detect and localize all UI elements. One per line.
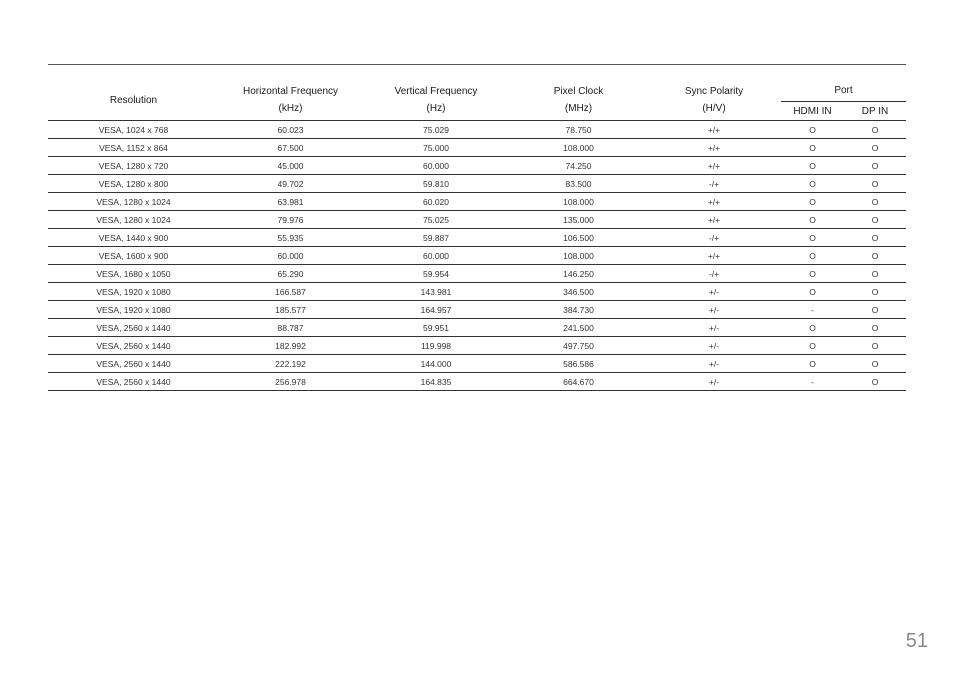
table-row [48,175,906,193]
cell-resolution: VESA, 1280 x 1024 [48,211,219,229]
header-pixel-clock-unit: (MHz) [564,103,593,114]
cell-horizontal-frequency: 45.000 [219,157,362,175]
header-resolution: Resolution [48,80,219,121]
cell-dp-in: O [844,157,906,175]
cell-vertical-frequency: 75.029 [362,121,510,139]
cell-sync-polarity: +/+ [647,247,781,265]
cell-sync-polarity: -/+ [647,229,781,247]
cell-sync-polarity: +/- [647,373,781,391]
cell-dp-in: O [844,301,906,319]
cell-hdmi-in: O [781,247,844,265]
header-vertical-frequency-label: Vertical Frequency [394,86,478,97]
cell-horizontal-frequency: 166.587 [219,283,362,301]
table-body [48,121,906,391]
header-horizontal-frequency [219,80,362,121]
table-row [48,373,906,391]
header-dp-in: DP IN [844,102,906,121]
table-row [48,265,906,283]
table-row [48,301,906,319]
header-horizontal-frequency-unit: (kHz) [278,103,303,114]
cell-sync-polarity: +/- [647,301,781,319]
cell-pixel-clock: 108.000 [510,193,647,211]
header-sync-polarity [647,80,781,121]
cell-sync-polarity: -/+ [647,175,781,193]
cell-pixel-clock: 146.250 [510,265,647,283]
header-sync-polarity-unit: (H/V) [702,103,726,114]
cell-hdmi-in: O [781,139,844,157]
cell-dp-in: O [844,373,906,391]
cell-horizontal-frequency: 63.981 [219,193,362,211]
header-pixel-clock-label: Pixel Clock [553,86,604,97]
cell-sync-polarity: +/+ [647,211,781,229]
cell-vertical-frequency: 144.000 [362,355,510,373]
cell-pixel-clock: 346.500 [510,283,647,301]
timing-table [48,80,906,391]
cell-resolution: VESA, 1024 x 768 [48,121,219,139]
cell-hdmi-in: - [781,373,844,391]
cell-sync-polarity: +/- [647,283,781,301]
cell-resolution: VESA, 2560 x 1440 [48,373,219,391]
cell-resolution: VESA, 1440 x 900 [48,229,219,247]
table-row [48,229,906,247]
header-pixel-clock [510,80,647,121]
cell-sync-polarity: +/- [647,319,781,337]
cell-dp-in: O [844,139,906,157]
cell-hdmi-in: O [781,265,844,283]
cell-sync-polarity: +/+ [647,157,781,175]
cell-pixel-clock: 108.000 [510,247,647,265]
cell-hdmi-in: O [781,355,844,373]
cell-dp-in: O [844,211,906,229]
cell-hdmi-in: O [781,157,844,175]
cell-vertical-frequency: 59.951 [362,319,510,337]
cell-dp-in: O [844,193,906,211]
cell-vertical-frequency: 75.025 [362,211,510,229]
table-row [48,157,906,175]
cell-resolution: VESA, 1280 x 1024 [48,193,219,211]
cell-hdmi-in: - [781,301,844,319]
cell-dp-in: O [844,247,906,265]
table-row [48,211,906,229]
cell-pixel-clock: 83.500 [510,175,647,193]
table-row [48,355,906,373]
cell-vertical-frequency: 164.835 [362,373,510,391]
cell-dp-in: O [844,265,906,283]
cell-dp-in: O [844,283,906,301]
cell-dp-in: O [844,355,906,373]
cell-pixel-clock: 108.000 [510,139,647,157]
cell-pixel-clock: 497.750 [510,337,647,355]
cell-horizontal-frequency: 256.978 [219,373,362,391]
cell-horizontal-frequency: 55.935 [219,229,362,247]
cell-horizontal-frequency: 67.500 [219,139,362,157]
cell-horizontal-frequency: 79.976 [219,211,362,229]
cell-pixel-clock: 106.500 [510,229,647,247]
cell-horizontal-frequency: 65.290 [219,265,362,283]
cell-resolution: VESA, 2560 x 1440 [48,355,219,373]
cell-hdmi-in: O [781,211,844,229]
cell-pixel-clock: 78.750 [510,121,647,139]
cell-horizontal-frequency: 60.023 [219,121,362,139]
table-row [48,283,906,301]
cell-pixel-clock: 74.250 [510,157,647,175]
cell-pixel-clock: 135.000 [510,211,647,229]
cell-horizontal-frequency: 182.992 [219,337,362,355]
table-row [48,139,906,157]
table-row [48,193,906,211]
cell-vertical-frequency: 119.998 [362,337,510,355]
top-divider [48,64,906,65]
cell-sync-polarity: -/+ [647,265,781,283]
cell-resolution: VESA, 2560 x 1440 [48,319,219,337]
cell-vertical-frequency: 59.954 [362,265,510,283]
cell-resolution: VESA, 1920 x 1080 [48,283,219,301]
cell-dp-in: O [844,175,906,193]
table-row [48,337,906,355]
cell-sync-polarity: +/- [647,355,781,373]
cell-sync-polarity: +/- [647,337,781,355]
header-vertical-frequency [362,80,510,121]
cell-vertical-frequency: 59.887 [362,229,510,247]
cell-sync-polarity: +/+ [647,193,781,211]
cell-hdmi-in: O [781,229,844,247]
cell-resolution: VESA, 1280 x 720 [48,157,219,175]
cell-hdmi-in: O [781,337,844,355]
cell-dp-in: O [844,229,906,247]
cell-pixel-clock: 384.730 [510,301,647,319]
cell-vertical-frequency: 60.000 [362,157,510,175]
cell-resolution: VESA, 1152 x 864 [48,139,219,157]
page-number: 51 [905,630,928,652]
cell-pixel-clock: 664.670 [510,373,647,391]
header-port: Port [781,80,906,102]
cell-vertical-frequency: 60.000 [362,247,510,265]
cell-vertical-frequency: 164.957 [362,301,510,319]
cell-hdmi-in: O [781,175,844,193]
cell-dp-in: O [844,319,906,337]
table-row [48,247,906,265]
cell-hdmi-in: O [781,283,844,301]
cell-dp-in: O [844,121,906,139]
cell-horizontal-frequency: 222.192 [219,355,362,373]
table-header [48,80,906,121]
cell-resolution: VESA, 1280 x 800 [48,175,219,193]
cell-resolution: VESA, 1920 x 1080 [48,301,219,319]
cell-pixel-clock: 241.500 [510,319,647,337]
cell-resolution: VESA, 1680 x 1050 [48,265,219,283]
header-sync-polarity-label: Sync Polarity [684,86,744,97]
cell-horizontal-frequency: 185.577 [219,301,362,319]
cell-dp-in: O [844,337,906,355]
header-vertical-frequency-unit: (Hz) [426,103,446,114]
cell-hdmi-in: O [781,319,844,337]
header-hdmi-in: HDMI IN [781,102,844,121]
cell-vertical-frequency: 59.810 [362,175,510,193]
cell-vertical-frequency: 60.020 [362,193,510,211]
cell-vertical-frequency: 143.981 [362,283,510,301]
table-row [48,319,906,337]
cell-horizontal-frequency: 88.787 [219,319,362,337]
cell-sync-polarity: +/+ [647,121,781,139]
cell-horizontal-frequency: 49.702 [219,175,362,193]
cell-hdmi-in: O [781,121,844,139]
cell-resolution: VESA, 1600 x 900 [48,247,219,265]
cell-sync-polarity: +/+ [647,139,781,157]
header-horizontal-frequency-label: Horizontal Frequency [242,86,339,97]
table-row [48,121,906,139]
cell-pixel-clock: 586.586 [510,355,647,373]
cell-vertical-frequency: 75.000 [362,139,510,157]
cell-hdmi-in: O [781,193,844,211]
cell-resolution: VESA, 2560 x 1440 [48,337,219,355]
cell-horizontal-frequency: 60.000 [219,247,362,265]
